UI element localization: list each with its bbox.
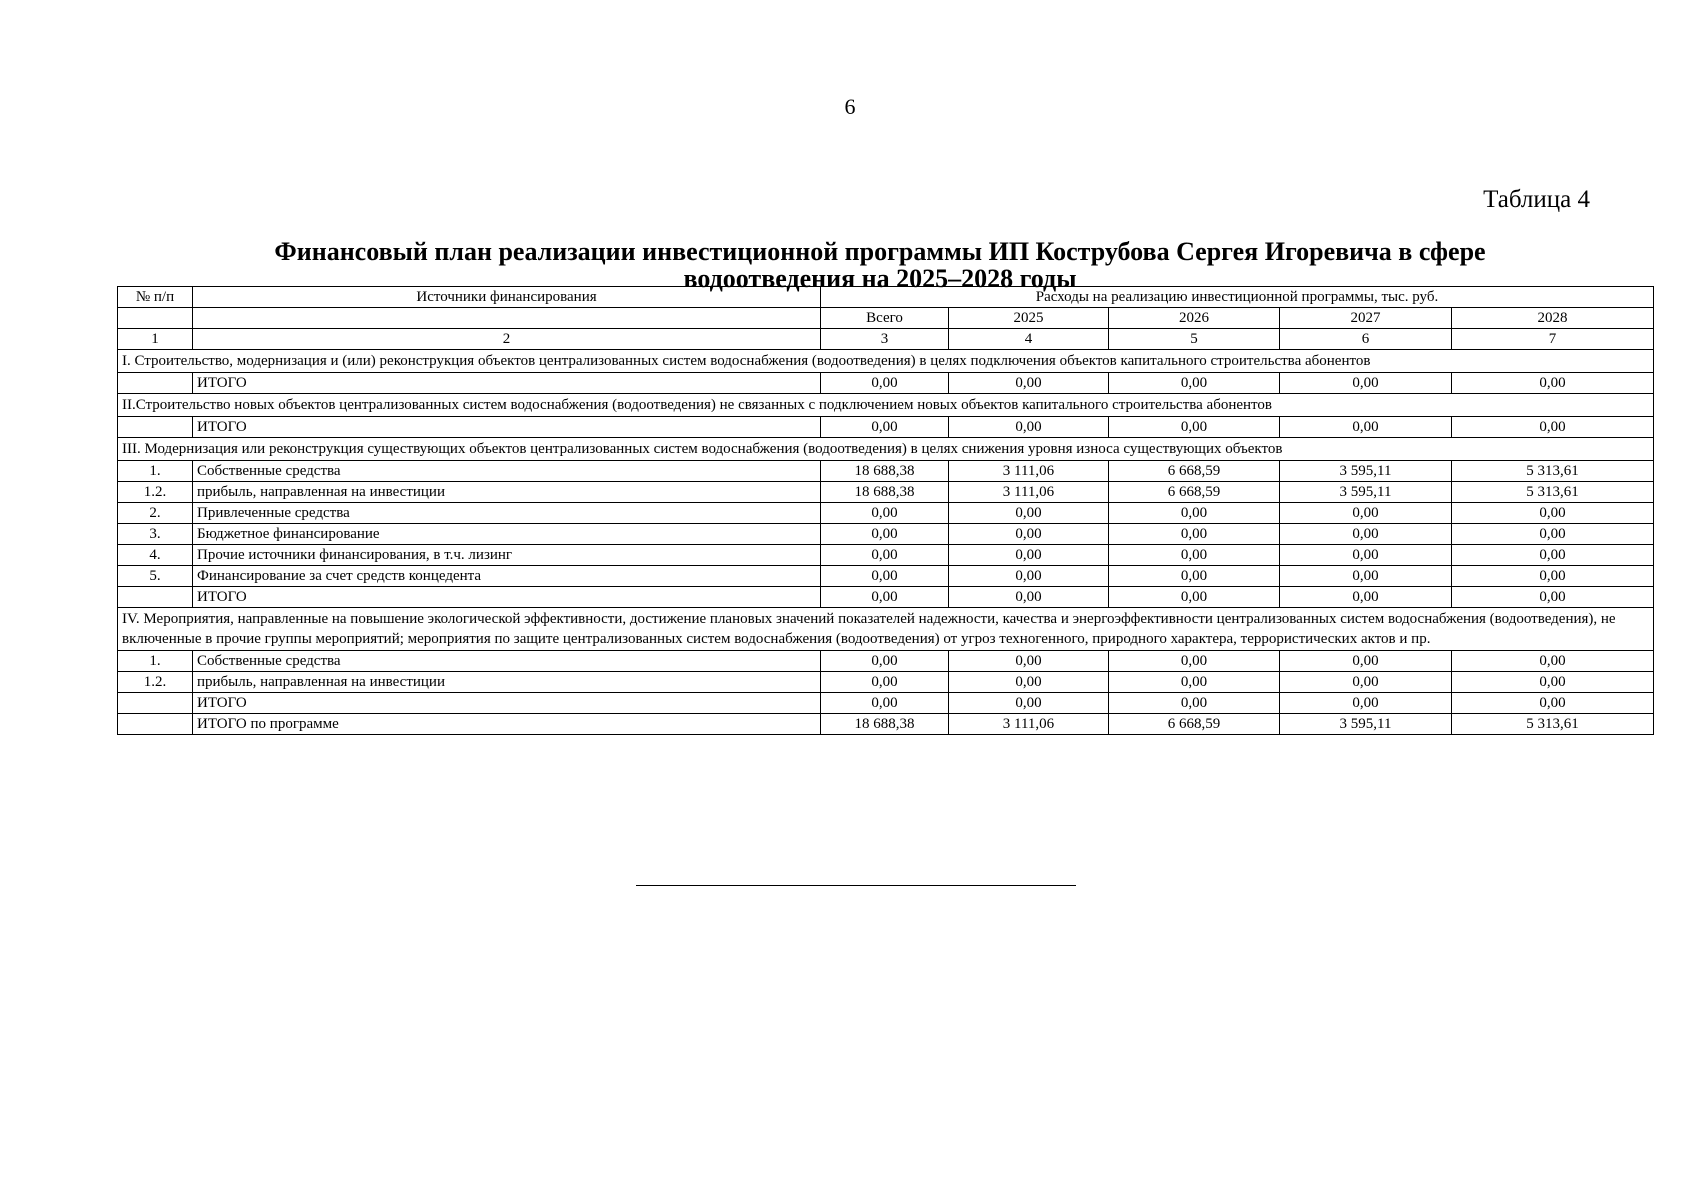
table-row	[118, 482, 1654, 503]
table-row	[118, 503, 1654, 524]
header-row-1	[118, 287, 1654, 308]
row-source-name: Финансирование за счет средств концедента	[193, 566, 821, 587]
value-2026: 0,00	[1109, 587, 1280, 608]
value-2026: 6 668,59	[1109, 461, 1280, 482]
value-total: 0,00	[821, 524, 949, 545]
value-2028: 0,00	[1452, 545, 1654, 566]
row-number	[118, 587, 193, 608]
value-2026: 0,00	[1109, 417, 1280, 438]
value-2025: 0,00	[949, 503, 1109, 524]
value-2027: 0,00	[1280, 693, 1452, 714]
value-2027: 0,00	[1280, 417, 1452, 438]
row-number: 4.	[118, 545, 193, 566]
value-2027: 3 595,11	[1280, 714, 1452, 735]
header-row-2	[118, 308, 1654, 329]
section-title: II.Строительство новых объектов централизованных систем водоснабжения (водоотведения) не связанных с подключением новых объектов капитального строительства абонентов	[118, 394, 1654, 417]
row-number: 1.	[118, 461, 193, 482]
value-total: 0,00	[821, 693, 949, 714]
value-total: 0,00	[821, 545, 949, 566]
value-2028: 0,00	[1452, 524, 1654, 545]
row-source-name: ИТОГО	[193, 587, 821, 608]
value-2028: 0,00	[1452, 417, 1654, 438]
value-total: 0,00	[821, 373, 949, 394]
header-total: Всего	[821, 308, 949, 329]
value-total: 18 688,38	[821, 714, 949, 735]
row-number: 1.2.	[118, 482, 193, 503]
table-row	[118, 545, 1654, 566]
value-total: 0,00	[821, 503, 949, 524]
row-number: 2.	[118, 503, 193, 524]
value-2027: 3 595,11	[1280, 482, 1452, 503]
table-row	[118, 524, 1654, 545]
table-label: Таблица 4	[1483, 186, 1590, 213]
header-2025: 2025	[949, 308, 1109, 329]
column-number: 3	[821, 329, 949, 350]
header-empty-cell	[118, 308, 193, 329]
value-2028: 5 313,61	[1452, 461, 1654, 482]
column-number: 1	[118, 329, 193, 350]
table-row	[118, 461, 1654, 482]
value-2027: 0,00	[1280, 503, 1452, 524]
row-source-name: ИТОГО	[193, 417, 821, 438]
value-total: 18 688,38	[821, 461, 949, 482]
value-total: 0,00	[821, 566, 949, 587]
value-2028: 5 313,61	[1452, 482, 1654, 503]
value-2027: 0,00	[1280, 524, 1452, 545]
value-total: 0,00	[821, 587, 949, 608]
value-2026: 0,00	[1109, 545, 1280, 566]
row-number	[118, 714, 193, 735]
column-number: 5	[1109, 329, 1280, 350]
value-2028: 0,00	[1452, 373, 1654, 394]
value-2026: 6 668,59	[1109, 482, 1280, 503]
value-2025: 0,00	[949, 587, 1109, 608]
value-2025: 0,00	[949, 524, 1109, 545]
row-number: 3.	[118, 524, 193, 545]
value-total: 18 688,38	[821, 482, 949, 503]
section-heading-row	[118, 350, 1654, 373]
row-source-name: прибыль, направленная на инвестиции	[193, 482, 821, 503]
row-number	[118, 417, 193, 438]
value-2026: 0,00	[1109, 524, 1280, 545]
value-2028: 0,00	[1452, 587, 1654, 608]
title-line-1: Финансовый план реализации инвестиционной программы ИП Кострубова Сергея Игоревича в сфере	[274, 237, 1486, 266]
value-2028: 0,00	[1452, 503, 1654, 524]
row-number: 1.2.	[118, 672, 193, 693]
column-number: 2	[193, 329, 821, 350]
row-source-name: ИТОГО	[193, 373, 821, 394]
value-2027: 0,00	[1280, 566, 1452, 587]
page-number: 6	[844, 94, 856, 119]
header-2028: 2028	[1452, 308, 1654, 329]
section-total-row	[118, 587, 1654, 608]
value-2027: 3 595,11	[1280, 461, 1452, 482]
value-2025: 3 111,06	[949, 461, 1109, 482]
value-2026: 0,00	[1109, 672, 1280, 693]
section-heading-row	[118, 438, 1654, 461]
value-2028: 0,00	[1452, 651, 1654, 672]
value-2025: 0,00	[949, 373, 1109, 394]
value-2026: 0,00	[1109, 651, 1280, 672]
title-line-2: водоотведения на 2025–2028 годы	[683, 264, 1077, 293]
financial-plan-table	[117, 286, 1654, 735]
value-total: 0,00	[821, 651, 949, 672]
row-source-name: Собственные средства	[193, 461, 821, 482]
row-source-name: ИТОГО	[193, 693, 821, 714]
header-2027: 2027	[1280, 308, 1452, 329]
value-2026: 0,00	[1109, 503, 1280, 524]
value-2025: 0,00	[949, 417, 1109, 438]
value-2025: 0,00	[949, 566, 1109, 587]
row-number: 5.	[118, 566, 193, 587]
header-no: № п/п	[118, 287, 193, 308]
bottom-divider	[636, 885, 1076, 886]
value-2026: 0,00	[1109, 373, 1280, 394]
section-title: I. Строительство, модернизация и (или) реконструкция объектов централизованных систем водоснабжения (водоотведения) в целях подключения объектов капитального строительства абонентов	[118, 350, 1654, 373]
value-2028: 0,00	[1452, 693, 1654, 714]
header-2026: 2026	[1109, 308, 1280, 329]
value-2026: 6 668,59	[1109, 714, 1280, 735]
header-empty-cell	[193, 308, 821, 329]
row-source-name: Прочие источники финансирования, в т.ч. лизинг	[193, 545, 821, 566]
row-source-name: прибыль, направленная на инвестиции	[193, 672, 821, 693]
row-source-name: Привлеченные средства	[193, 503, 821, 524]
value-total: 0,00	[821, 672, 949, 693]
column-numbers-row	[118, 329, 1654, 350]
header-source: Источники финансирования	[193, 287, 821, 308]
value-2028: 5 313,61	[1452, 714, 1654, 735]
document-title	[160, 238, 1600, 292]
column-number: 4	[949, 329, 1109, 350]
value-2025: 0,00	[949, 545, 1109, 566]
table-body	[118, 287, 1654, 735]
row-source-name: ИТОГО по программе	[193, 714, 821, 735]
section-total-row	[118, 693, 1654, 714]
value-2027: 0,00	[1280, 651, 1452, 672]
row-number	[118, 693, 193, 714]
program-total-row	[118, 714, 1654, 735]
section-title: III. Модернизация или реконструкция существующих объектов централизованных систем водоснабжения (водоотведения) в целях снижения уровня износа существующих объектов	[118, 438, 1654, 461]
section-heading-row	[118, 394, 1654, 417]
table-row	[118, 566, 1654, 587]
value-2028: 0,00	[1452, 672, 1654, 693]
value-2027: 0,00	[1280, 373, 1452, 394]
column-number: 6	[1280, 329, 1452, 350]
row-number: 1.	[118, 651, 193, 672]
table-row	[118, 672, 1654, 693]
value-2025: 0,00	[949, 651, 1109, 672]
value-2028: 0,00	[1452, 566, 1654, 587]
value-2027: 0,00	[1280, 545, 1452, 566]
value-2025: 0,00	[949, 693, 1109, 714]
section-heading-row	[118, 608, 1654, 651]
row-source-name: Бюджетное финансирование	[193, 524, 821, 545]
table-row	[118, 651, 1654, 672]
value-2025: 3 111,06	[949, 482, 1109, 503]
value-2025: 0,00	[949, 672, 1109, 693]
header-expenses: Расходы на реализацию инвестиционной программы, тыс. руб.	[821, 287, 1654, 308]
value-2025: 3 111,06	[949, 714, 1109, 735]
value-2027: 0,00	[1280, 587, 1452, 608]
section-title: IV. Мероприятия, направленные на повышение экологической эффективности, достижение плановых значений показателей надежности, качества и энергоэффективности централизованных систем водоснабжения (водоотведения), не включенные в прочие группы мероприятий; мероприятия по защите централизованных систем водоснабжения (водоотведения) от угроз техногенного, природного характера, террористических актов и пр.	[118, 608, 1654, 651]
section-total-row	[118, 373, 1654, 394]
value-2026: 0,00	[1109, 566, 1280, 587]
value-2026: 0,00	[1109, 693, 1280, 714]
value-2027: 0,00	[1280, 672, 1452, 693]
row-number	[118, 373, 193, 394]
column-number: 7	[1452, 329, 1654, 350]
value-total: 0,00	[821, 417, 949, 438]
section-total-row	[118, 417, 1654, 438]
row-source-name: Собственные средства	[193, 651, 821, 672]
